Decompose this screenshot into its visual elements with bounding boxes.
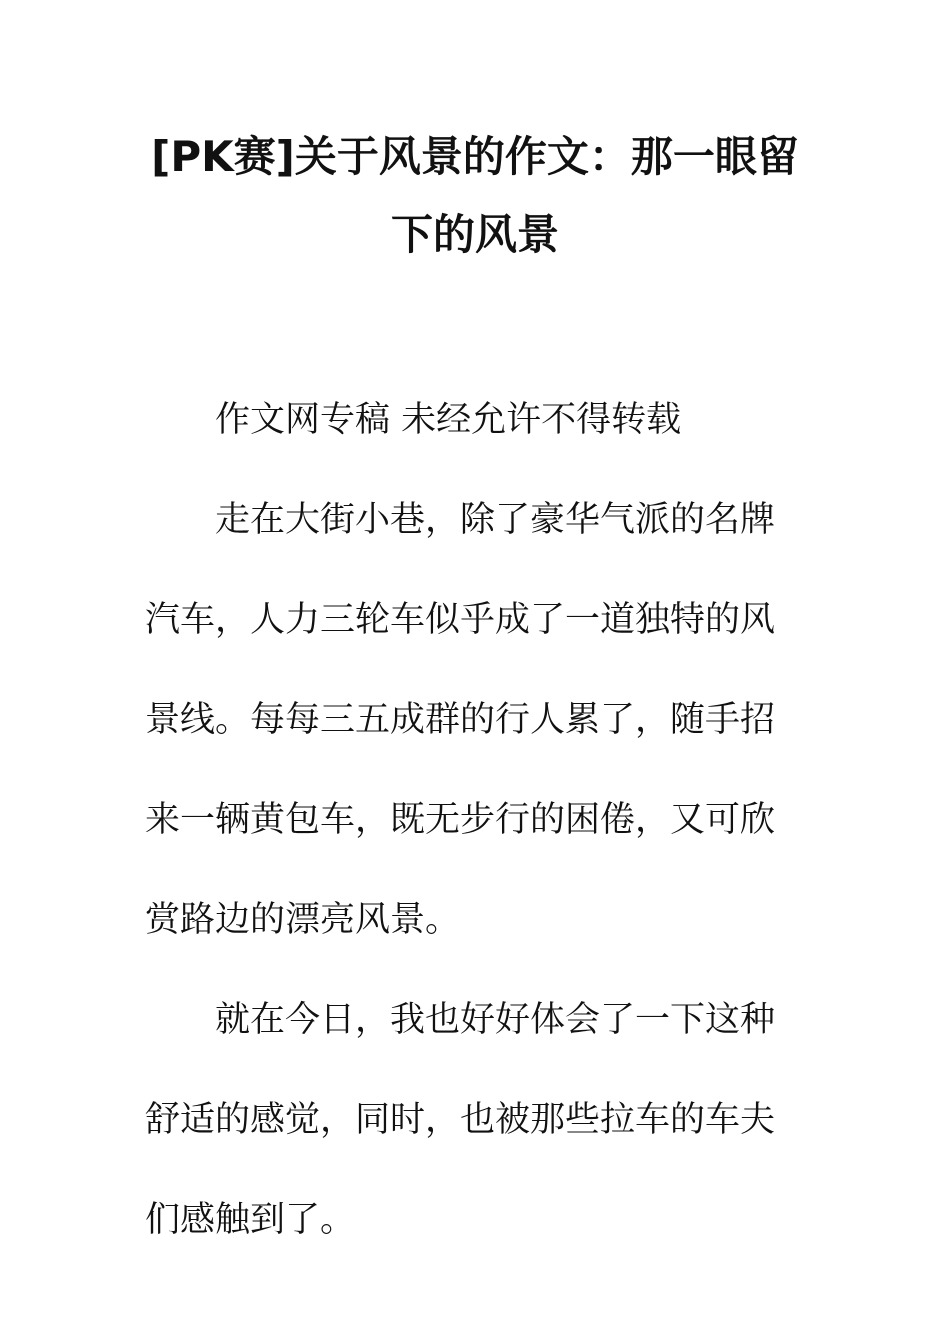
paragraph-line: 就在今日，我也好好体会了一下这种 bbox=[215, 1000, 776, 1040]
document-body bbox=[145, 370, 785, 1270]
paragraph-line: 来一辆黄包车，既无步行的困倦，又可欣 bbox=[145, 800, 776, 840]
document-title bbox=[140, 118, 810, 274]
title-line-2: 下的风景 bbox=[390, 210, 559, 259]
paragraph-line: 们感触到了。 bbox=[145, 1200, 356, 1240]
paragraph-line: 汽车，人力三轮车似乎成了一道独特的风 bbox=[145, 600, 776, 640]
paragraph-line: 舒适的感觉，同时，也被那些拉车的车夫 bbox=[145, 1100, 776, 1140]
paragraph-line: 赏路边的漂亮风景。 bbox=[145, 900, 461, 940]
paragraph-today bbox=[145, 970, 785, 1270]
paragraph-line: 景线。每每三五成群的行人累了，随手招 bbox=[145, 700, 776, 740]
paragraph-intro bbox=[145, 470, 785, 970]
title-line-1: [PK赛]关于风景的作文：那一眼留 bbox=[151, 132, 799, 181]
paragraph-copyright-notice bbox=[145, 370, 785, 470]
paragraph-line: 走在大街小巷，除了豪华气派的名牌 bbox=[215, 500, 776, 540]
paragraph-line: 作文网专稿 未经允许不得转载 bbox=[215, 400, 682, 440]
